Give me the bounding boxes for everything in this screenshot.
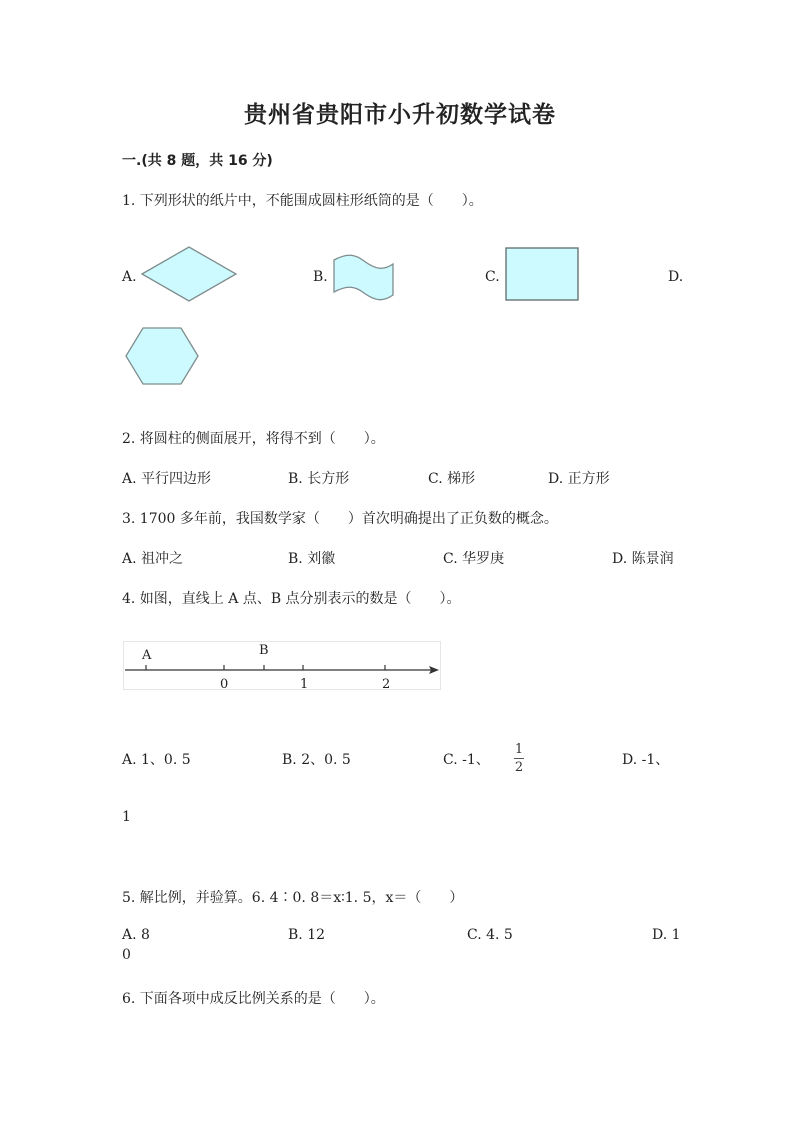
question-6-stem: 6. 下面各项中成反比例关系的是（ ）。: [122, 991, 385, 1007]
q5-option-d-wrap: 0: [122, 947, 131, 963]
q4-option-b[interactable]: B. 2、0. 5: [282, 752, 351, 768]
tick-label-0: 0: [220, 677, 229, 692]
q3-option-b[interactable]: B. 刘徽: [288, 551, 336, 567]
question-3-stem: 3. 1700 多年前，我国数学家（ ）首次明确提出了正负数的概念。: [122, 511, 558, 527]
wavy-paper-shape: [331, 255, 397, 305]
question-4-stem: 4. 如图，直线上 A 点、B 点分别表示的数是（ ）。: [122, 591, 461, 607]
q5-option-c[interactable]: C. 4. 5: [467, 927, 513, 943]
fraction-numerator: 1: [514, 742, 524, 757]
q3-option-d[interactable]: D. 陈景润: [612, 551, 674, 567]
q1-option-b[interactable]: B.: [313, 269, 328, 285]
q2-option-b[interactable]: B. 长方形: [288, 471, 350, 487]
q2-option-c[interactable]: C. 梯形: [428, 471, 476, 487]
question-2-stem: 2. 将圆柱的侧面展开，将得不到（ ）。: [122, 431, 385, 447]
tick-label-2: 2: [382, 677, 391, 692]
q2-option-a[interactable]: A. 平行四边形: [122, 471, 212, 487]
fraction-bar: [514, 758, 524, 759]
section-heading: 一.(共 8 题，共 16 分): [122, 153, 273, 169]
hexagon-shape: [124, 326, 200, 386]
q2-option-d[interactable]: D. 正方形: [548, 471, 610, 487]
page-title: 贵州省贵阳市小升初数学试卷: [244, 102, 556, 128]
question-5-stem: 5. 解比例，并验算。6. 4∶0. 8＝x∶1. 5，x＝（ ）: [122, 890, 464, 906]
q3-option-c[interactable]: C. 华罗庚: [443, 551, 505, 567]
q1-option-a[interactable]: A.: [122, 269, 137, 285]
q4-option-d-wrap: 1: [122, 809, 131, 825]
q5-option-d[interactable]: D. 1: [652, 927, 681, 943]
tick-label-1: 1: [300, 677, 309, 692]
q4-option-d[interactable]: D. -1、: [622, 752, 670, 768]
q1-option-d[interactable]: D.: [668, 269, 684, 285]
question-1-stem: 1. 下列形状的纸片中，不能围成圆柱形纸筒的是（ ）。: [122, 193, 483, 209]
point-a-label: A: [142, 648, 152, 663]
q5-option-a[interactable]: A. 8: [122, 927, 150, 943]
point-b-label: B: [259, 643, 269, 658]
rectangle-shape: [504, 246, 580, 302]
q1-option-c[interactable]: C.: [485, 269, 500, 285]
rhombus-shape: [140, 245, 240, 303]
q3-option-a[interactable]: A. 祖冲之: [122, 551, 184, 567]
q4-option-a[interactable]: A. 1、0. 5: [122, 752, 191, 768]
q5-option-b[interactable]: B. 12: [288, 927, 326, 943]
q4-option-c-fraction: [514, 742, 524, 775]
q4-option-c[interactable]: C. -1、: [443, 752, 490, 768]
fraction-denominator: 2: [514, 760, 524, 775]
number-line-figure: [123, 641, 443, 691]
